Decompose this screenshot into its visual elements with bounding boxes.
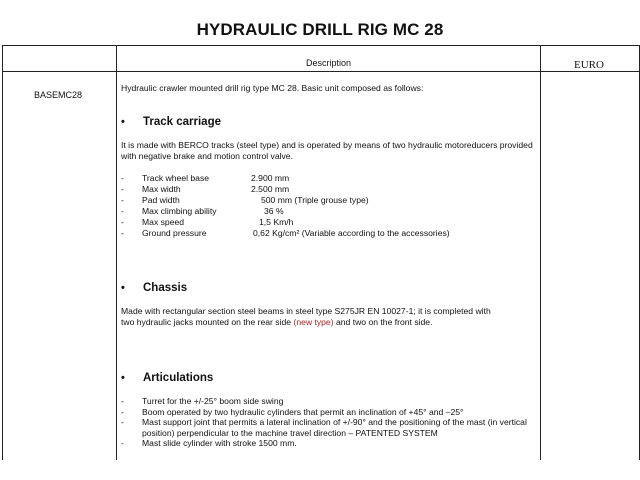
dash-glyph: -	[121, 228, 124, 238]
dash-glyph: -	[121, 217, 124, 227]
description-header: Description	[306, 58, 352, 68]
spec-value: 1,5 Km/h	[259, 217, 294, 227]
item-code: BASEMC28	[34, 90, 83, 100]
spec-label: Ground pressure	[142, 228, 207, 238]
list-item-text: Boom operated by two hydraulic cylinders that permit an inclination of +45° and –25°	[142, 406, 464, 417]
bullet-icon: •	[121, 282, 125, 294]
track-carriage-heading	[121, 116, 221, 128]
left-border	[2, 45, 3, 460]
dash-glyph: -	[121, 417, 124, 428]
chassis-text-line	[121, 317, 536, 328]
spec-value: 36 %	[264, 206, 284, 216]
track-carriage-text: It is made with BERCO tracks (steel type) and is operated by means of two hydraulic motoreducers provided with negative brake and motion control valve.	[121, 140, 533, 161]
dash-glyph: -	[121, 396, 124, 406]
chassis-text-part: and two on the front side.	[333, 317, 433, 327]
list-item	[121, 417, 541, 438]
spec-row	[121, 228, 541, 239]
track-carriage-title: Track carriage	[143, 116, 222, 128]
dash-glyph: -	[121, 195, 124, 205]
chassis-heading	[121, 282, 187, 294]
spec-label: Pad width	[142, 195, 180, 205]
page-title: HYDRAULIC DRILL RIG MC 28	[196, 20, 444, 39]
dash-glyph: -	[121, 438, 124, 449]
list-item-text: Turret for the +/-25° boom side swing	[142, 396, 284, 406]
table-top-border	[2, 45, 640, 46]
articulations-heading	[121, 372, 213, 384]
spec-label: Track wheel base	[142, 173, 210, 183]
chassis-text-part: two hydraulic jacks mounted on the rear side	[121, 317, 294, 327]
articulations-list	[121, 396, 541, 449]
dash-glyph: -	[121, 184, 124, 194]
spec-row	[121, 195, 541, 206]
intro-text: Hydraulic crawler mounted drill rig type MC 28. Basic unit composed as follows:	[121, 83, 424, 93]
bullet-icon: •	[121, 372, 125, 384]
euro-header: EURO	[574, 59, 604, 71]
spec-value: 0,62 Kg/cm² (Variable according to the accessories)	[253, 228, 450, 238]
spec-label: Max width	[142, 184, 181, 194]
spec-row	[121, 173, 541, 184]
list-item-text: Mast slide cylinder with stroke 1500 mm.	[142, 438, 297, 449]
list-item	[121, 407, 541, 418]
new-type-note: (new type)	[293, 317, 334, 327]
spec-value: 2.500 mm	[251, 184, 290, 194]
spec-label: Max climbing ability	[142, 206, 217, 216]
spec-value: 500 mm (Triple grouse type)	[261, 195, 369, 205]
chassis-text	[121, 306, 536, 328]
dash-glyph: -	[121, 406, 124, 417]
dash-glyph: -	[121, 173, 124, 183]
bullet-icon: •	[121, 116, 125, 128]
spec-row	[121, 184, 541, 195]
header-bottom-border	[2, 71, 640, 72]
spec-row	[121, 217, 541, 228]
articulations-title: Articulations	[143, 372, 214, 384]
spec-value: 2.900 mm	[251, 173, 290, 183]
list-item	[121, 438, 541, 449]
spec-row	[121, 206, 541, 217]
code-column-divider	[116, 45, 117, 460]
track-spec-list	[121, 173, 541, 243]
list-item	[121, 396, 541, 407]
list-item-text: Mast support joint that permits a lateral inclination of +/-90° and the positioning of the mast (in vertical position) perpendicular to the machine travel direction – PATENTED SYSTEM	[142, 417, 527, 438]
spec-label: Max speed	[142, 217, 185, 227]
chassis-title: Chassis	[143, 282, 188, 294]
dash-glyph: -	[121, 206, 124, 216]
chassis-text-line: Made with rectangular section steel beams in steel type S275JR EN 10027-1; it is completed with	[121, 306, 491, 316]
